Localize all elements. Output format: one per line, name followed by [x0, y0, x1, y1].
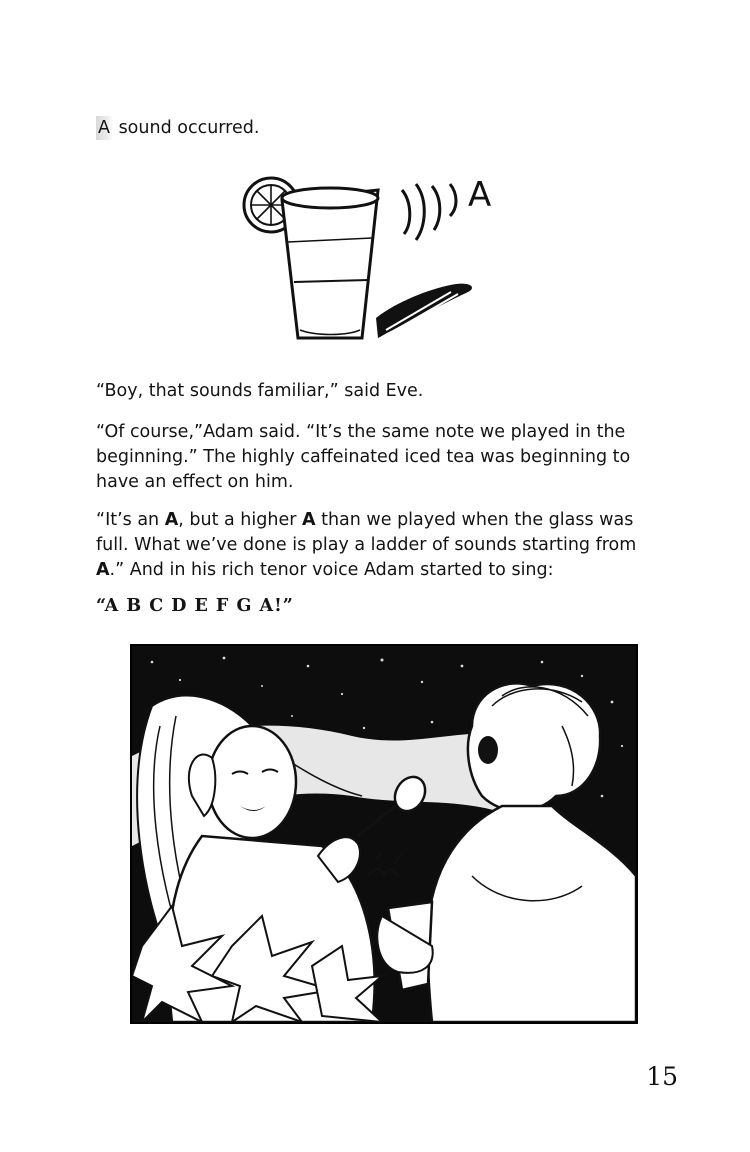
ladder-mid: , but a higher: [178, 510, 302, 530]
ladder-pre: “It’s an: [96, 510, 165, 530]
adam-line: “Of course,”Adam said. “It’s the same note we played in the beginning.” The highly caffeinated iced tea was beginning to have an effect on him.: [96, 422, 631, 492]
note-a-1: A: [164, 510, 179, 530]
page-number: 15: [646, 1062, 678, 1091]
sound-occurred-text: sound occurred.: [118, 118, 260, 138]
glass-sound-letter: A: [468, 175, 492, 215]
sound-occurred-line: [96, 116, 656, 141]
ladder-end: .” And in his rich tenor voice Adam started to sing:: [109, 560, 554, 580]
eve-line: “Boy, that sounds familiar,” said Eve.: [96, 381, 424, 401]
adam-eve-singing-illustration: [130, 644, 638, 1024]
ladder-paragraph: [96, 508, 656, 583]
highlighted-word: A: [96, 116, 113, 140]
iced-tea-glass-illustration: [236, 160, 516, 350]
ladder-post: than we played when the glass was full. What we’ve done is play a ladder of sounds starting from: [96, 510, 637, 555]
note-a-3: A: [96, 560, 110, 580]
sung-scale: “A B C D E F G A!”: [96, 596, 294, 616]
note-a-2: A: [301, 510, 316, 530]
